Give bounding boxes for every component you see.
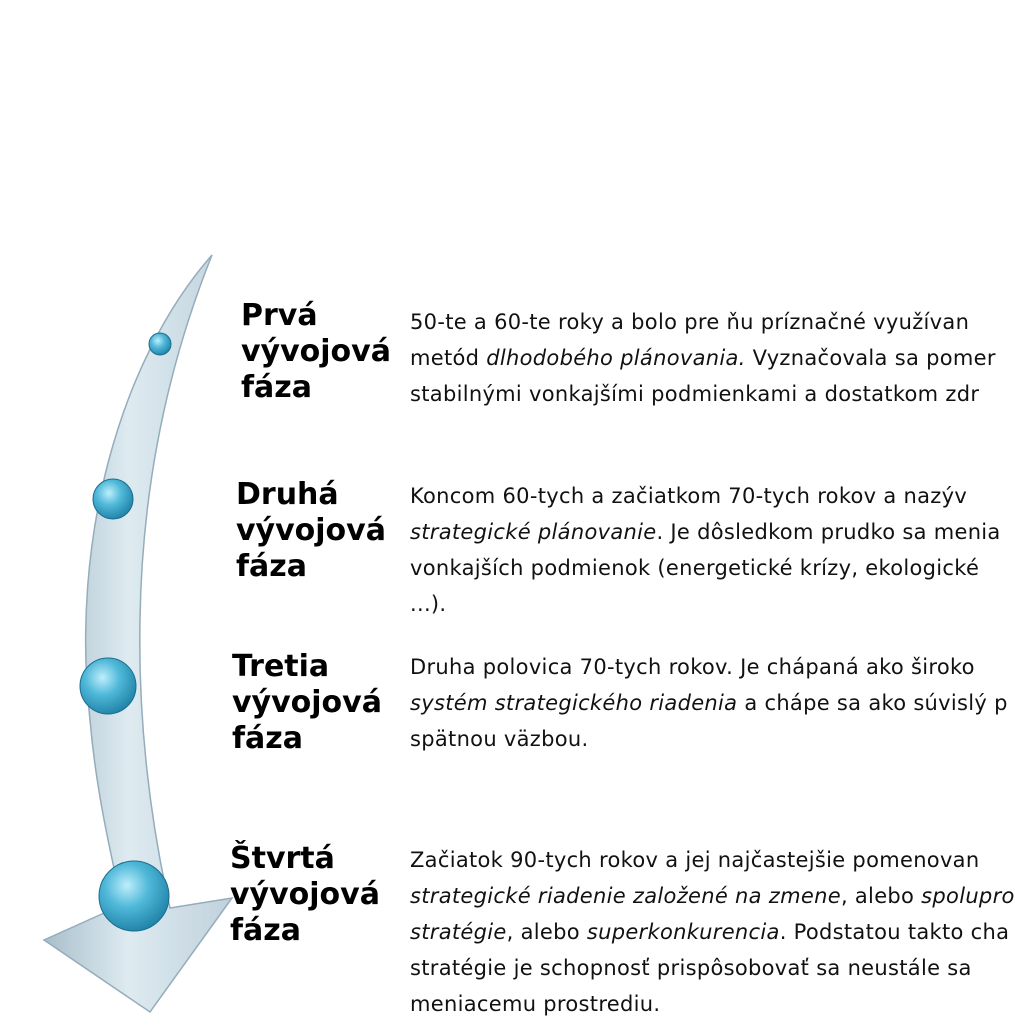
phase-2-description xyxy=(410,478,1001,622)
text-segment: stratégie je schopnosť prispôsobovať sa neustále sa xyxy=(410,956,972,980)
text-segment: ...). xyxy=(410,592,447,616)
text-segment: metód xyxy=(410,346,487,370)
emphasized-term: dlhodobého plánovania. xyxy=(486,346,746,370)
text-segment: 50-te a 60-te roky a bolo pre ňu príznačné využívan xyxy=(410,310,970,334)
description-line xyxy=(410,304,992,340)
text-segment: meniacemu prostrediu. xyxy=(410,992,661,1016)
text-segment: . Je dôsledkom prudko sa menia xyxy=(656,520,1001,544)
phase-4-label: Štvrtá vývojová fáza xyxy=(230,841,380,948)
phase-1-bead xyxy=(149,333,171,355)
description-line xyxy=(410,340,996,376)
emphasized-term: strategické plánovanie xyxy=(410,520,657,544)
description-line xyxy=(410,878,1015,914)
phase-3-description xyxy=(410,649,1008,757)
text-segment: Vyznačovala sa pomer xyxy=(745,346,996,370)
phase-4-description xyxy=(410,842,1015,1022)
text-segment: . Podstatou takto cha xyxy=(779,920,1010,944)
description-line xyxy=(410,986,992,1022)
text-segment: Začiatok 90-tych rokov a jej najčastejšie pomenovan xyxy=(410,848,980,872)
text-segment: Druha polovica 70-tych rokov. Je chápaná ako široko xyxy=(410,655,975,679)
emphasized-term: superkonkurencia xyxy=(586,920,780,944)
description-line xyxy=(410,649,992,685)
description-line xyxy=(410,950,992,986)
phase-2-label: Druhá vývojová fáza xyxy=(236,477,386,584)
emphasized-term: systém strategického riadenia xyxy=(410,691,738,715)
description-line xyxy=(410,914,1010,950)
emphasized-term: spolupro xyxy=(921,884,1015,908)
phase-1-description xyxy=(410,304,996,412)
text-segment: spätnou väzbou. xyxy=(410,727,589,751)
phase-3-bead xyxy=(80,658,136,714)
text-segment: vonkajších podmienok (energetické krízy, ekologické xyxy=(410,556,980,580)
text-segment: a chápe sa ako súvislý p xyxy=(737,691,1008,715)
description-line xyxy=(410,685,1008,721)
text-segment: stabilnými vonkajšími podmienkami a dostatkom zdr xyxy=(410,382,980,406)
emphasized-term: stratégie xyxy=(410,920,507,944)
text-segment: Koncom 60-tych a začiatkom 70-tych rokov a nazýv xyxy=(410,484,968,508)
description-line xyxy=(410,550,992,586)
text-segment: , alebo xyxy=(840,884,922,908)
description-line xyxy=(410,721,992,757)
description-line xyxy=(410,514,1001,550)
phase-1-label: Prvá vývojová fáza xyxy=(241,298,391,405)
description-line xyxy=(410,586,992,622)
phase-4-bead xyxy=(99,861,169,931)
text-segment: , alebo xyxy=(506,920,587,944)
emphasized-term: strategické riadenie založené na zmene xyxy=(410,884,841,908)
description-line xyxy=(410,842,992,878)
description-line xyxy=(410,478,992,514)
description-line xyxy=(410,376,992,412)
phase-3-label: Tretia vývojová fáza xyxy=(232,649,382,756)
phase-2-bead xyxy=(93,479,133,519)
